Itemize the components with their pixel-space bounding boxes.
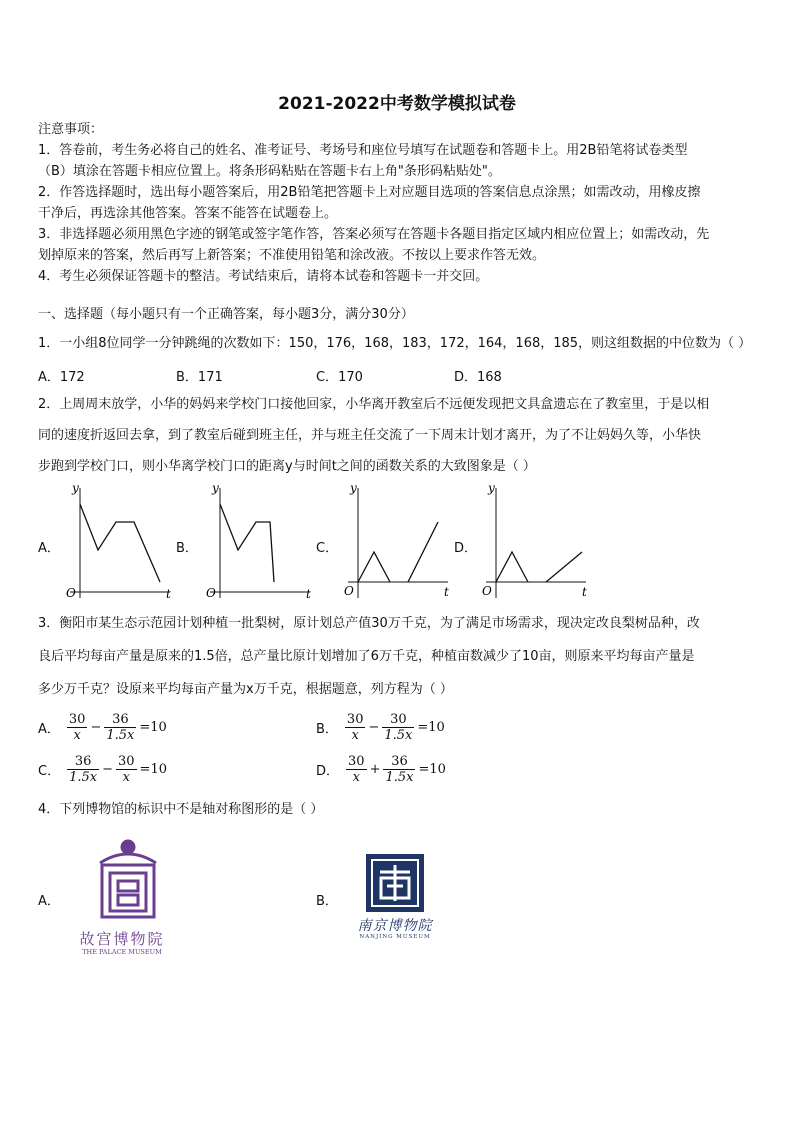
q4-option-a: A． [38, 894, 60, 909]
t-axis-label: t [444, 585, 449, 599]
q3-option-b: B． $\frac{30}{x}$ − $\frac{30}{1.5x}$ =10 [316, 712, 445, 743]
y-axis-label: y [212, 481, 219, 495]
q3-option-a: A． $\frac{30}{x}$ − $\frac{36}{1.5x}$ =10 [38, 712, 167, 743]
palace-museum-cn: 故宫博物院 [79, 930, 165, 948]
nanjing-museum-en: NANJING MUSEUM [359, 934, 431, 940]
y-axis-label: y [72, 481, 79, 495]
notice-line: 1．答卷前，考生务必将自己的姓名、准考证号、考场号和座位号填写在试题卷和答题卡上。用2B铅笔将试卷类型 [38, 143, 688, 158]
nanjing-museum-logo [366, 854, 424, 912]
q3-option-d: D． $\frac{30}{x}$ + $\frac{36}{1.5x}$ =10 [316, 754, 446, 785]
q2-graph-a [58, 480, 176, 600]
q1-option-d: D．168 [454, 370, 502, 385]
t-axis-label: t [306, 587, 311, 600]
nanjing-museum-cn: 南京博物院 [357, 918, 433, 934]
q2-graph-c [336, 480, 454, 600]
question-2-line: 步跑到学校门口，则小华离学校门口的距离y与时间t之间的函数关系的大致图象是（ ） [38, 459, 536, 474]
palace-museum-en: THE PALACE MUSEUM [82, 948, 162, 956]
q2-option-b: B． [176, 541, 198, 556]
question-1: 1．一小组8位同学一分钟跳绳的次数如下：150，176，168，183，172，164，168，185，则这组数据的中位数为（ ） [38, 336, 752, 351]
q2-option-c: C． [316, 541, 339, 556]
question-3-line: 3．衡阳市某生态示范园计划种植一批梨树，原计划总产值30万千克，为了满足市场需求，现决定改良梨树品种，改 [38, 616, 700, 631]
notice-line: 划掉原来的答案，然后再写上新答案；不准使用铅笔和涂改液。不按以上要求作答无效。 [38, 248, 546, 263]
notice-line: 4．考生必须保证答题卡的整洁。考试结束后，请将本试卷和答题卡一并交回。 [38, 269, 489, 284]
question-2-line: 同的速度折返回去拿，到了教室后碰到班主任，并与班主任交流了一下周末计划才离开，为了不让妈妈久等，小华快 [38, 428, 702, 443]
notice-line: 3．非选择题必须用黑色字迹的钢笔或签字笔作答，答案必须写在答题卡各题目指定区域内相应位置上；如需改动，先 [38, 227, 710, 242]
t-axis-label: t [582, 585, 587, 599]
origin-label: O [206, 586, 216, 600]
q1-option-a: A．172 [38, 370, 85, 385]
notice-line: 2．作答选择题时，选出每小题答案后，用2B铅笔把答题卡上对应题目选项的答案信息点涂黑；如需改动，用橡皮擦 [38, 185, 701, 200]
notice-line: 干净后，再选涂其他答案。答案不能答在试题卷上。 [38, 206, 338, 221]
section-heading: 一、选择题（每小题只有一个正确答案，每小题3分，满分30分） [38, 307, 414, 322]
q3-option-c: C． $\frac{36}{1.5x}$ − $\frac{30}{x}$ =10 [38, 754, 167, 785]
question-2-line: 2．上周周末放学，小华的妈妈来学校门口接他回家，小华离开教室后不远便发现把文具盒遗忘在了教室里，于是以相 [38, 397, 710, 412]
notice-line: （B）填涂在答题卡相应位置上。将条形码粘贴在答题卡右上角"条形码粘贴处"。 [38, 164, 501, 179]
y-axis-label: y [350, 481, 357, 495]
question-4: 4．下列博物馆的标识中不是轴对称图形的是（ ） [38, 802, 324, 817]
q4-option-b: B． [316, 894, 338, 909]
question-3-line: 多少万千克？设原来平均每亩产量为x万千克，根据题意，列方程为（ ） [38, 682, 453, 697]
q2-option-a: A． [38, 541, 60, 556]
q1-option-c: C．170 [316, 370, 363, 385]
page-title: 2021-2022中考数学模拟试卷 [278, 94, 516, 114]
q1-option-b: B．171 [176, 370, 223, 385]
question-3-line: 良后平均每亩产量是原来的1.5倍，总产量比原计划增加了6万千克，种植亩数减少了10亩，则原来平均每亩产量是 [38, 649, 695, 664]
y-axis-label: y [488, 481, 495, 495]
origin-label: O [482, 584, 492, 598]
origin-label: O [66, 586, 76, 600]
q2-graph-b [198, 480, 316, 600]
t-axis-label: t [166, 587, 171, 600]
notice-heading: 注意事项： [38, 122, 104, 137]
q2-option-d: D． [454, 541, 478, 556]
palace-museum-logo [78, 835, 178, 925]
q2-graph-d [474, 480, 592, 600]
origin-label: O [344, 584, 354, 598]
